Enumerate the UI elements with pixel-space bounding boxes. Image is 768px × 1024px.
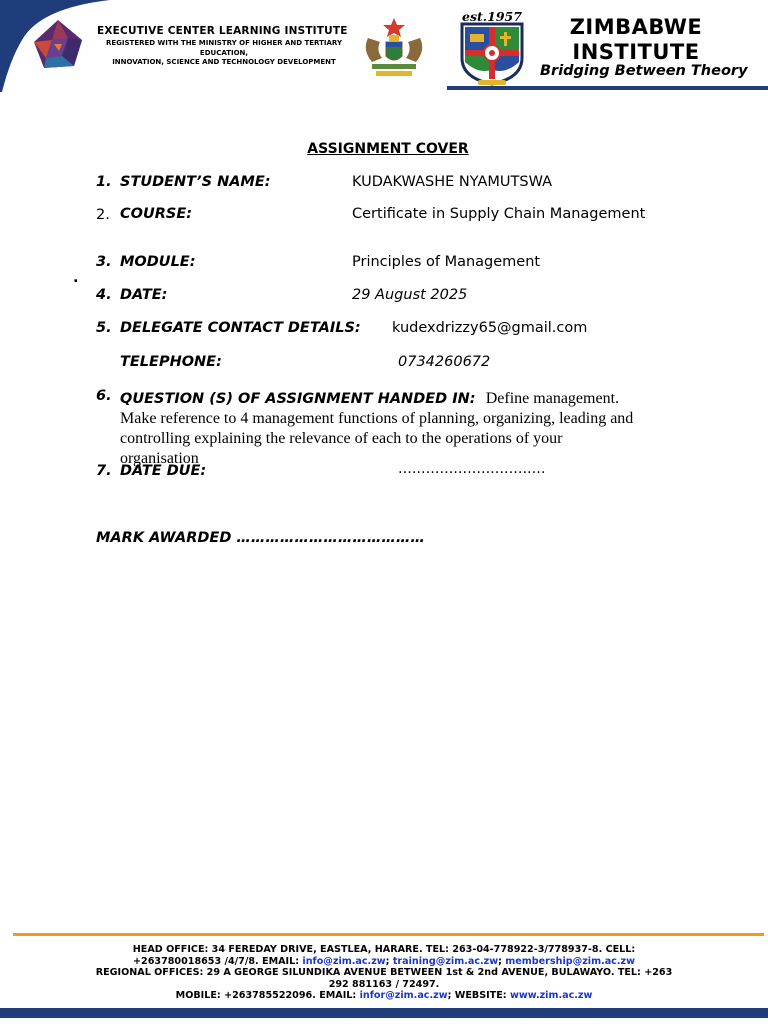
field-value-date-due: ................................ [398,461,546,477]
field-label-student-name: STUDENT’S NAME: [120,174,271,190]
zi-tagline: Bridging Between Theory [540,63,748,79]
question-block [120,388,720,469]
field-label-module: MODULE: [120,254,196,270]
ecli-name: EXECUTIVE CENTER LEARNING INSTITUTE [97,25,348,37]
footer-divider-orange [13,933,764,936]
footer-line: REGIONAL OFFICES: 29 A GEORGE SILUNDIKA AVENUE BETWEEN 1st & 2nd AVENUE, BULAWAYO. TEL: +263 [95,967,673,979]
question-first-line [120,388,720,409]
mark-awarded: MARK AWARDED ………………………………… [96,530,425,546]
zi-name [538,15,734,65]
footer-text-segment: +263780018653 /4/7/8. EMAIL: [133,955,303,967]
email-link-infor[interactable]: infor@zim.ac.zw [359,990,448,1002]
zi-name-line2: INSTITUTE [572,40,700,64]
footer-line: HEAD OFFICE: 34 FEREDAY DRIVE, EASTLEA, HARARE. TEL: 263-04-778922-3/778937-8. CELL: [132,944,636,955]
email-link-training[interactable]: training@zim.ac.zw [392,955,499,967]
zi-crest-icon [458,22,526,86]
field-value-course: Certificate in Supply Chain Management [352,206,646,222]
question-answer-line: Make reference to 4 management functions of planning, organizing, leading and [120,410,634,427]
field-number: 7. [96,463,112,479]
ecli-registration [93,39,355,68]
ecli-logo [32,18,84,70]
document-title: ASSIGNMENT COVER [307,141,469,157]
ecli-registration-line2: INNOVATION, SCIENCE AND TECHNOLOGY DEVELOPMENT [112,58,336,66]
email-link-membership[interactable]: membership@zim.ac.zw [505,955,635,967]
field-value-telephone: 0734260672 [398,354,491,370]
footer-line: 292 881163 / 72497. [328,978,440,990]
field-label-date-due: DATE DUE: [120,463,207,479]
question-answer-line: organisation [120,450,199,467]
footer-contact-info [40,944,728,1002]
field-value-student-name: KUDAKWASHE NYAMUTSWA [352,174,553,190]
footer-separator: ; [498,955,506,967]
field-number: 2. [96,207,110,223]
header-divider-bar [447,86,768,90]
field-number: 1. [96,174,112,190]
field-value-date: 29 August 2025 [352,287,468,303]
field-label-contact-details: DELEGATE CONTACT DETAILS: [120,320,361,336]
field-number: 5. [96,320,112,336]
footer-text-segment: MOBILE: +263785522096. EMAIL: [175,990,360,1002]
stray-mark: . [73,270,79,286]
footer-text-segment: ; WEBSITE: [447,990,510,1002]
field-label-course: COURSE: [120,206,193,222]
question-answer-first: Define management. [485,390,620,407]
field-label-telephone: TELEPHONE: [120,354,222,370]
footer-separator: ; [385,955,393,967]
footer-bar [0,1008,768,1018]
field-number: 3. [96,254,112,270]
field-number: 6. [96,388,112,404]
field-value-email: kudexdrizzy65@gmail.com [392,320,588,336]
field-value-module: Principles of Management [352,254,541,270]
zi-established: est.1957 [462,9,522,24]
field-label-date: DATE: [120,287,168,303]
ecli-registration-line1: REGISTERED WITH THE MINISTRY OF HIGHER AND TERTIARY EDUCATION, [105,39,343,57]
email-link-info[interactable]: info@zim.ac.zw [302,955,386,967]
website-link[interactable]: www.zim.ac.zw [509,990,593,1002]
footer-line [40,990,728,1002]
zi-name-line1: ZIMBABWE [569,15,703,39]
field-number: 4. [96,287,112,303]
footer-line [40,956,728,968]
coat-of-arms-icon [358,16,430,80]
field-label-question: QUESTION (S) OF ASSIGNMENT HANDED IN: [120,391,476,407]
question-answer-line: controlling explaining the relevance of each to the operations of your [120,430,563,447]
